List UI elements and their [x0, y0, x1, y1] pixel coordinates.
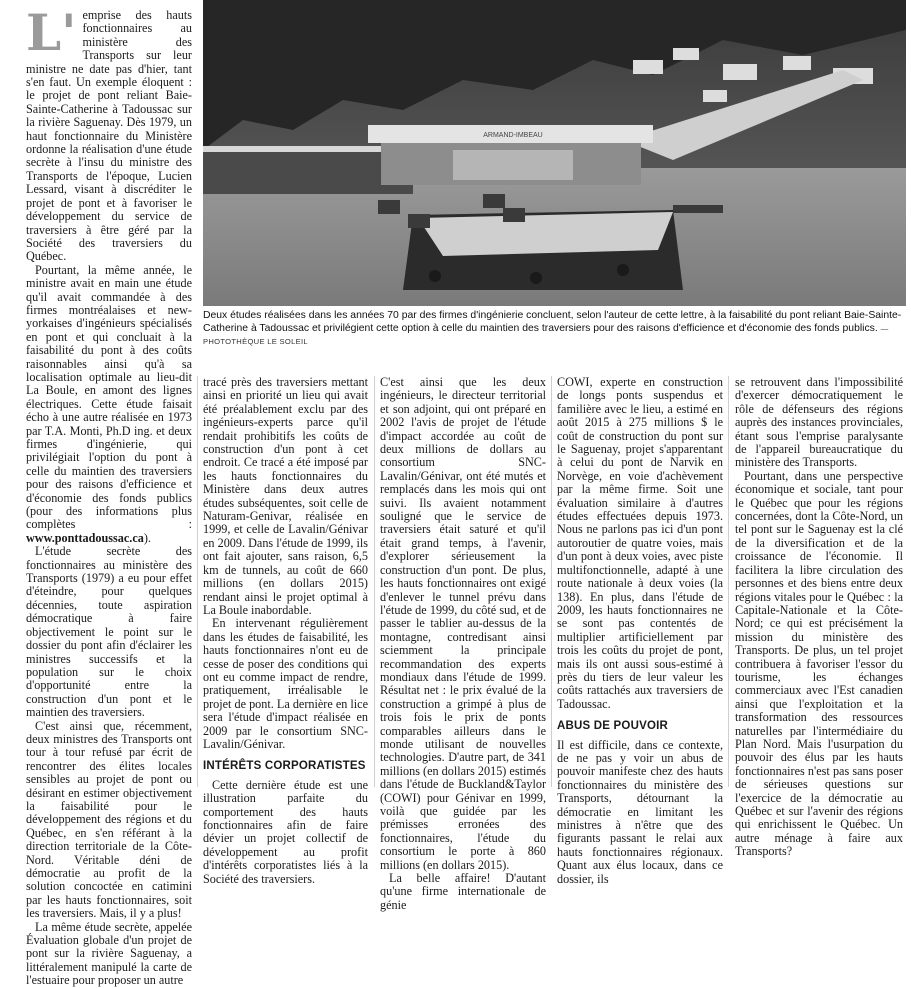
- dropcap: L': [26, 3, 77, 62]
- paragraph: se retrouvent dans l'impossibilité d'exercer démocratiquement le rôle de défenseurs des régions auprès des instances provinciales, étant sous l'emprise paralysante de l'appareil bureaucratique du ministère des Transports.: [735, 375, 903, 470]
- paragraph: C'est ainsi que les deux ingénieurs, le directeur territorial et son adjoint, qui ont préparé en 2002 l'avis de projet de l'étude d'impact accordée au coût de deux millions de dollars au consortium SNC-Lavalin/Génivar, ont été mutés et remplacés dans les mois qui ont suivi. Ils avaient notamment souligné que le service de traversiers était saturé et qu'il était grand temps, à l'avenir, d'explorer sérieusement la construction d'un pont. De plus, les hauts fonctionnaires ont exigé d'enlever le tunnel prévu dans l'étude de 1999, du côté sud, et de passer le tablier au-dessus de la montagne, contredisant ainsi sciemment la principale recommandation des experts mondiaux dans l'étude de 1999. Résultat net : le prix évalué de la construction a grimpé à plus de trois fois le prix de ponts comparables ailleurs dans le monde utilisant de nouvelles technologies. D'autre part, de 341 millions (en dollars 2015) estimés dans l'étude de Buckland&Taylor (COWI) pour Génivar en 1999, voilà que guidée par les prémisses erronées des fonctionnaires, l'étude du consortium le porte à 860 millions (en dollars 2015).: [380, 375, 546, 872]
- article-column-1: [26, 3, 192, 988]
- column-rule: [374, 376, 375, 787]
- paragraph: L'étude secrète des fonctionnaires au ministère des Transports (1979) a eu pour effet d'éteindre, pour quelques décennies, toute aspiration démocratique à faire objectivement le point sur le dossier du pont afin d'éclairer les ministres successifs et la population sur le choix d'opportunité entre la construction d'un pont et le maintien des traversiers.: [26, 544, 192, 720]
- column-rule: [551, 376, 552, 787]
- column-rule: [728, 376, 729, 787]
- paragraph: C'est ainsi que, récemment, deux ministres des Transports ont tour à tour refusé par écrit de rencontrer des élites locales sensibles au projet de pont ou désirant en estimer objectivement la faisabilité pour le développement des régions et du Québec, en s'en référant à la direction territoriale de la Côte-Nord. Véritable déni de démocratie au profit de la solution concoctée en catimini par les hauts fonctionnaires, soit les traversiers. Mais, il y a plus!: [26, 718, 192, 921]
- website-link[interactable]: www.ponttadoussac.ca: [26, 530, 144, 545]
- ferry-photo: [203, 0, 906, 306]
- article-column-2: [203, 375, 368, 886]
- paragraph: Pourtant, la même année, le ministre avait en main une étude qu'il avait commandée à des firmes montréalaises et new-yorkaises d'ingénieurs spécialisés en pont et qui concluait à la faisabilité du pont à des coûts raisonnables ainsi qu'à sa localisation optimale au lieu-dit La Boule, en amont des lignes électriques. Cette étude faisait écho à une autre réalisée en 1973 par T.A. Monti, Ph.D ing. et deux firmes d'ingénierie, qui privilégiait l'option du pont à celle du maintien des traversiers pour des raisons d'efficience et d'économie des fonds publics (pour des informations plus complètes : www.ponttadoussac.ca).: [26, 262, 192, 545]
- ship-name: ARMAND-IMBEAU: [483, 132, 543, 139]
- section-heading: ABUS DE POUVOIR: [557, 720, 668, 733]
- photo-credit: — PHOTOTHÈQUE LE SOLEIL: [203, 324, 889, 346]
- paragraph: Pourtant, dans une perspective économique et sociale, tant pour le Québec que pour les régions concernées, dont la Côte-Nord, un tel pont sur le Saguenay est la clé de la diversification et de la croissance de l'économie. Il facilitera la libre circulation des personnes et des biens entre deux régions vitales pour le Québec : la Capitale-Nationale et la Côte-Nord; ce qui est précisément la mission du ministère des Transports. De plus, un tel projet contribuera à favoriser l'essor du tourisme, les échanges commerciaux avec l'Est canadien ainsi que l'exploitation et la transformation des ressources naturelles par l'intermédiaire du Plan Nord. Mais l'usurpation du pouvoir des élus par les hauts fonctionnaires n'est pas sans poser de sérieuses questions sur l'exercice de la démocratie au Québec et sur l'avenir des régions qui enrichissent le Québec. Un autre ménage à faire aux Transports?: [735, 468, 903, 859]
- paragraph: La belle affaire! D'autant qu'une firme internationale de génie: [380, 871, 546, 912]
- ferry-illustration: [203, 0, 906, 306]
- paragraph: Il est difficile, dans ce contexte, de ne pas y voir un abus de pouvoir manifeste chez des hauts fonctionnaires du ministère des Transports, détournant la démocratie en limitant les ministres à n'être que des figurants passant le relai aux hauts fonctionnaires régionaux. Quant aux élus locaux, dans ce dossier, ils: [557, 737, 723, 886]
- photo-caption: [203, 309, 906, 348]
- paragraph: En intervenant régulièrement dans les études de faisabilité, les hauts fonctionnaires n'ont eu de cesse de poser des conditions qui ont eu comme impact de rendre, pratiquement, irréalisable le projet de pont. La dernière en lice sera l'étude d'impact réalisée en 2009 par le consortium SNC-Lavalin/Génivar.: [203, 616, 368, 751]
- paragraph: Cette dernière étude est une illustration parfaite du comportement des hauts fonctionnaires afin de faire dévier un projet collectif de développement au profit d'intérêts corporatistes liés à la Société des traversiers.: [203, 777, 368, 886]
- paragraph: COWI, experte en construction de longs ponts suspendus et familière avec le lieu, a estimé en août 2015 à 275 millions $ le coût de construction du pont sur le Saguenay, projet s'apparentant à celui du pont de Narvik en Norvège, en voie d'achèvement par la même firme. Soit une évaluation similaire à d'autres études effectuées depuis 1973. Nous ne parlons pas ici d'un pont autoroutier de quatre voies, mais d'un pont à deux voies, avec piste multifonctionnelle, adapté à une route nationale à deux voies (la 138). En plus, dans l'étude de 2009, les hauts fonctionnaires ne se sont pas contentés de multiplier artificiellement par trois les coûts du projet de pont, mais ils ont aussi sous-estimé à près du tiers de leur valeur les coûts rattachés aux traversiers de Tadoussac.: [557, 375, 723, 711]
- lead-paragraph: L' emprise des hauts fonctionnaires au ministère des Transports sur leur ministre ne date pas d'hier, tant s'en faut. Un exemple éloquent : le projet de pont reliant Baie-Sainte-Catherine à Tadoussac sur la rivière Saguenay. Dès 1979, un haut fonctionnaire du Ministère ordonne la réalisation d'une étude secrète à l'insu du ministre des Transports de l'époque, Lucien Lessard, visant à discréditer le projet de pont et à favoriser le développement du service de traversiers à être géré par la Société des traversiers du Québec.: [26, 3, 192, 264]
- caption-text: Deux études réalisées dans les années 70 par des firmes d'ingénierie concluent, selon l'auteur de cette lettre, à la faisabilité du pont reliant Baie-Sainte-Catherine à Tadoussac et privilégient cette option à celle du maintien des traversiers pour des raisons d'efficience et d'économie des fonds publics.: [203, 310, 902, 334]
- article-column-3: [380, 375, 546, 912]
- paragraph: tracé près des traversiers mettant ainsi en priorité un lieu qui avait été préalablement exclu par des ingénieurs-experts parce qu'il rendait prohibitifs les coûts de construction d'un pont à cet endroit. Ce tracé a été imposé par les hauts fonctionnaires du Ministère dans deux autres études subséquentes, soit celle de Naturam-Genivar, réalisée en 1999, et celle de Lavalin/Génivar en 2009. Dans l'étude de 1999, ils ont fait ajouter, sans raison, 6,5 km de tunnels, au coût de 660 millions (en dollars 2015) rendant ainsi le projet optimal à La Boule inabordable.: [203, 375, 368, 617]
- column-rule: [197, 376, 198, 787]
- article-column-5: [735, 375, 903, 859]
- paragraph: La même étude secrète, appelée Évaluation globale d'un projet de pont sur la rivière Saguenay, a littéralement manipulé la carte de l'estuaire pour proposer un autre: [26, 919, 192, 988]
- section-heading: INTÉRÊTS CORPORATISTES: [203, 760, 366, 773]
- article-column-4: [557, 375, 723, 886]
